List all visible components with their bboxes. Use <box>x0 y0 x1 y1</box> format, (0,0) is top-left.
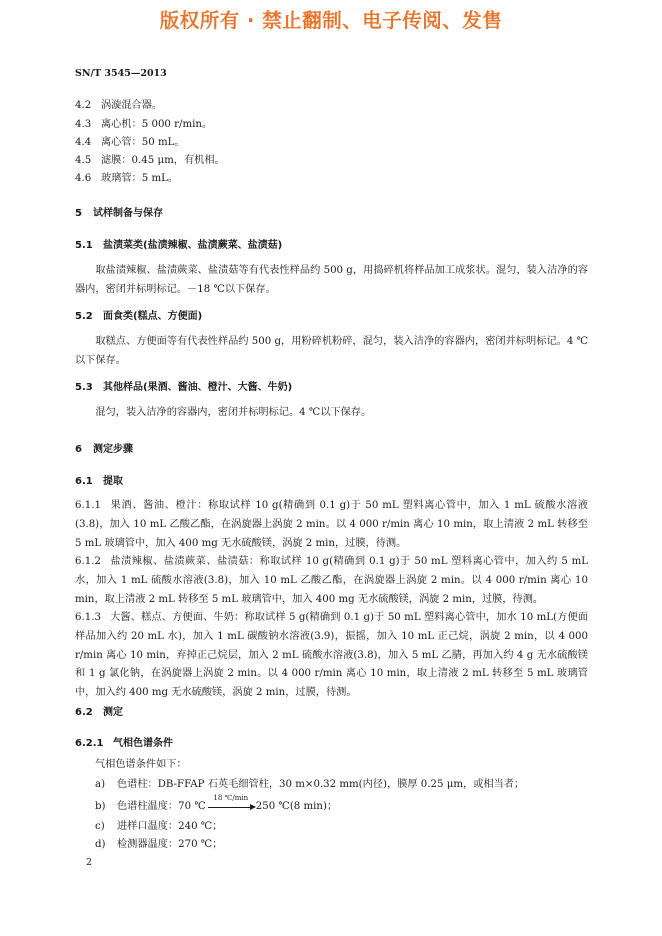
gc-item-a: a) 色谱柱：DB-FFAP 石英毛细管柱，30 m×0.32 mm(内径)，膜厚 0.25 μm，或相当者； <box>95 779 525 790</box>
section-heading-6-2-1: 6.2.1 气相色谱条件 <box>75 738 173 749</box>
equipment-item: 4.5 滤膜：0.45 μm，有机相。 <box>75 155 225 166</box>
paragraph-6-1-3: 6.1.3 大酱、糕点、方便面、牛奶：称取试样 5 g(精确到 0.1 g)于 50 mL 塑料离心管中，加水 10 mL(方便面样品加入约 20 mL 水)，加入 1 mL 碳酸钠水溶液(3.9)，振摇，加入 10 mL 正己烷，涡旋 2 min，以 4 000 r/min 离心 10 min，弃掉正己烷层，加入 2 mL 硫酸水溶液(3.8)，加入 5 mL 乙腈，再加入约 4 g 无水硫酸镁和 1 g 氯化钠，在涡旋器上涡旋 2 min。以 4 000 r/min 离心 10 min，取上清液 2 mL 转移至 5 mL 玻璃管中，加入约 400 mg 无水硫酸镁，涡旋 2 min，过膜，待测。 <box>75 612 588 699</box>
equipment-item: 4.3 离心机：5 000 r/min。 <box>75 119 213 130</box>
paragraph-5-3: 混匀，装入洁净的容器内，密闭并标明标记。4 ℃以下保存。 <box>95 407 372 418</box>
standard-number: SN/T 3545—2013 <box>75 68 167 79</box>
paragraph-5-2: 取糕点、方便面等有代表性样品约 500 g，用粉碎机粉碎，混匀，装入洁净的容器内，密闭并标明标记。4 ℃以下保存。 <box>75 336 588 366</box>
section-heading-6-1: 6.1 提取 <box>75 476 123 487</box>
equipment-item: 4.6 玻璃管：5 mL。 <box>75 173 179 184</box>
gc-item-d: d) 检测器温度：270 ℃； <box>95 839 223 850</box>
section-heading-5-3: 5.3 其他样品(果酒、酱油、橙汁、大酱、牛奶) <box>75 382 293 393</box>
section-heading-5-2: 5.2 面食类(糕点、方便面) <box>75 311 203 322</box>
page-number: 2 <box>86 857 93 868</box>
equipment-item: 4.4 离心管：50 mL。 <box>75 137 185 148</box>
gc-item-b: b) 色谱柱温度：70 ℃ 18 ℃/min 250 ℃(8 min)； <box>95 794 338 812</box>
section-heading-5-1: 5.1 盐渍菜类(盐渍辣椒、盐渍蕨菜、盐渍菇) <box>75 240 283 251</box>
section-heading-6-2: 6.2 测定 <box>75 707 123 718</box>
gc-intro: 气相色谱条件如下： <box>95 759 187 770</box>
ramp-arrow-icon: 18 ℃/min <box>206 800 256 812</box>
section-heading-6: 6 测定步骤 <box>75 444 133 455</box>
paragraph-6-1-1: 6.1.1 果酒、酱油、橙汁：称取试样 10 g(精确到 0.1 g)于 50 mL 塑料离心管中，加入 1 mL 硫酸水溶液(3.8)，加入 10 mL 乙酸乙酯，在涡旋器上涡旋 2 min。以 4 000 r/min 离心 10 min，取上清液 2 mL 转移至 5 mL 玻璃管中，加入 400 mg 无水硫酸镁，涡旋 2 min，过膜，待测。 <box>75 500 588 549</box>
paragraph-6-1-2: 6.1.2 盐渍辣椒、盐渍蕨菜、盐渍菇：称取试样 10 g(精确到 0.1 g)于 50 mL 塑料离心管中，加入约 5 mL 水，加入 1 mL 硫酸水溶液(3.8)，加入 10 mL 乙酸乙酯，在涡旋器上涡旋 2 min。以 4 000 r/min 离心 10 min，取上清液 2 mL 转移至 5 mL 玻璃管中，加入 400 mg 无水硫酸镁，涡旋 2 min，过膜，待测。 <box>75 556 588 605</box>
gc-item-c: c) 进样口温度：240 ℃； <box>95 821 223 832</box>
section-heading-5: 5 试样制备与保存 <box>75 208 163 219</box>
equipment-item: 4.2 涡漩混合器。 <box>75 100 163 111</box>
paragraph-5-1: 取盐渍辣椒、盐渍蕨菜、盐渍菇等有代表性样品约 500 g，用捣碎机将样品加工成浆状。混匀，装入洁净的容器内，密闭并标明标记。－18 ℃以下保存。 <box>75 265 588 295</box>
copyright-banner: 版权所有 · 禁止翻制、电子传阅、发售 <box>159 9 503 32</box>
